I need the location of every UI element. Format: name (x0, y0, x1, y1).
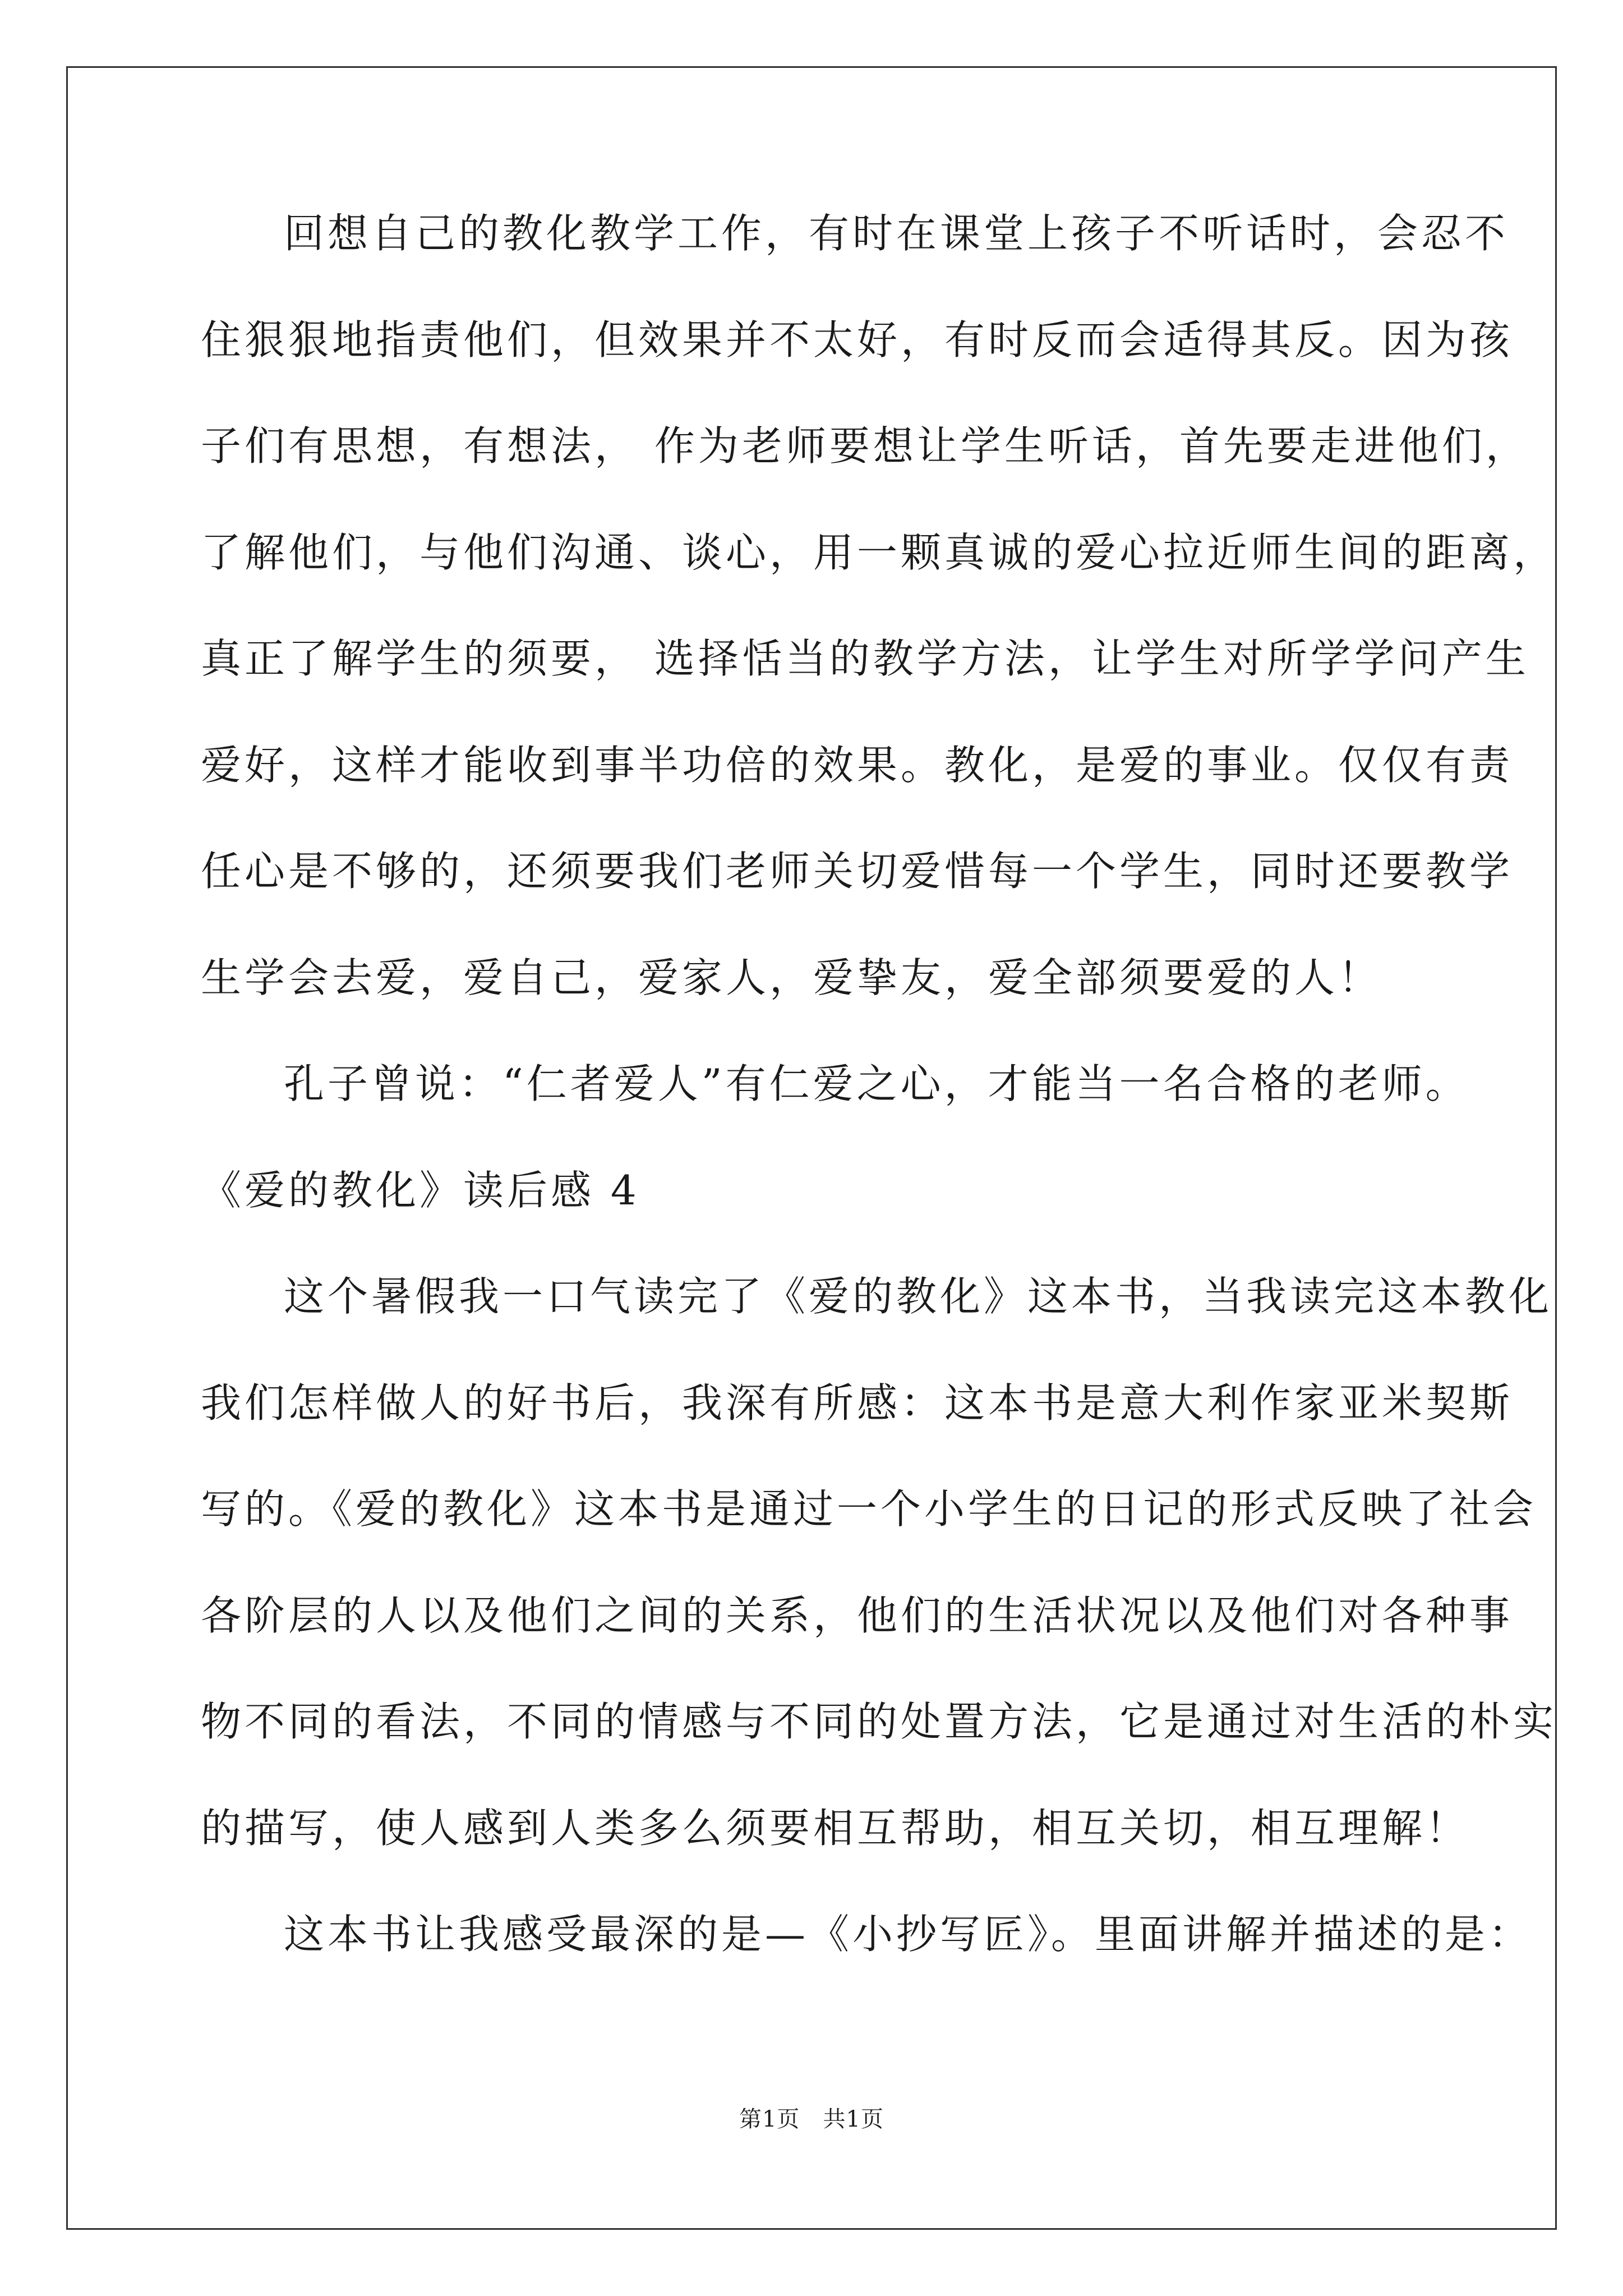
text-line: 《爱的教化》读后感 4 (201, 1166, 640, 1214)
document-body (201, 210, 1557, 2021)
text-line: 各阶层的人以及他们之间的关系，他们的生活状况以及他们对各种事 (201, 1591, 1514, 1639)
text-line: 物不同的看法，不同的情感与不同的处置方法，它是通过对生活的朴实 (201, 1698, 1557, 1745)
text-line: 生学会去爱，爱自己，爱家人，爱挚友，爱全部须要爱的人！ (201, 954, 1382, 1001)
text-line: 回想自己的教化教学工作，有时在课堂上孩子不听话时，会忍不 (284, 210, 1509, 257)
text-line: 子们有思想，有想法， 作为老师要想让学生听话，首先要走进他们， (201, 422, 1529, 470)
text-line: 这个暑假我一口气读完了《爱的教化》这本书，当我读完这本教化 (284, 1273, 1553, 1320)
text-line: 真正了解学生的须要， 选择恬当的教学方法，让学生对所学学问产生 (201, 635, 1529, 682)
text-line: 住狠狠地指责他们，但效果并不太好，有时反而会适得其反。因为孩 (201, 316, 1514, 364)
page-footer: 第1页 共1页 (739, 2106, 884, 2132)
text-line: 爱好，这样才能收到事半功倍的效果。教化，是爱的事业。仅仅有责 (201, 741, 1514, 789)
text-line: 任心是不够的，还须要我们老师关切爱惜每一个学生，同时还要教学 (201, 848, 1514, 895)
text-line: 孔子曾说：“仁者爱人”有仁爱之心，才能当一名合格的老师。 (284, 1060, 1469, 1107)
text-line: 写的。《爱的教化》这本书是通过一个小学生的日记的形式反映了社会 (201, 1485, 1537, 1533)
text-line: 的描写，使人感到人类多么须要相互帮助，相互关切，相互理解！ (201, 1804, 1470, 1852)
text-line: 我们怎样做人的好书后，我深有所感：这本书是意大利作家亚米契斯 (201, 1379, 1514, 1427)
text-line: 了解他们，与他们沟通、谈心，用一颗真诚的爱心拉近师生间的距离， (201, 528, 1557, 576)
text-line: 这本书让我感受最深的是—《小抄写匠》。里面讲解并描述的是： (284, 1911, 1533, 1958)
